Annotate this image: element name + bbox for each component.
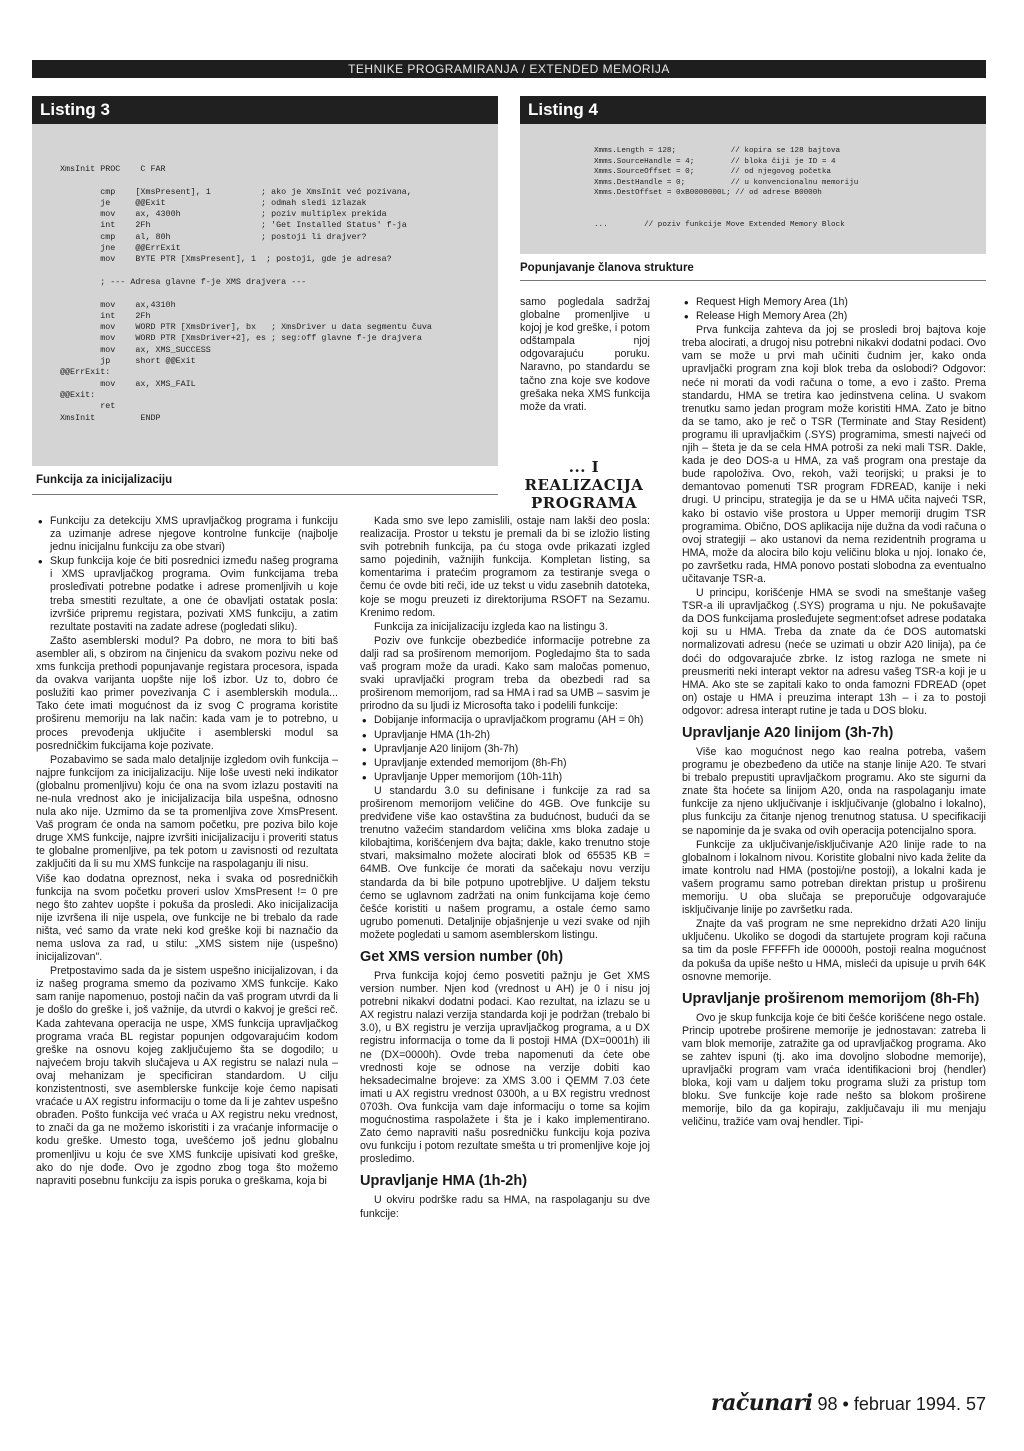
paragraph: Pretpostavimo sada da je sistem uspešno inicijalizovan, i da iz našeg programa smemo da pozivamo XMS funkcije. Kako sam ranije napomenuo, postoji način da vaš program utvrdi da li je došlo do greške i, još važnije, da utvrdi o kakvoj je grešci reč. Kada zahtevana operacija ne uspe, XMS funkcija upravljačkog programa vraća BL registar popunjen odgovarajućim kodom greške na osnovu kojeg zaključujemo šta se dogodilo; u najvećem broju takvih slučajeva u AX registru se nalazi nula – ovaj mehanizam je specificiran standardom. U cilju konzistentnosti, sve asemblerske funkcije koje ćemo napisati vraćaće u AX registru informaciju o tome da li je zahtev uspešno obrađen. Pošto funkcija već vraća u AX registru neku vrednost, to znači da ga ne možemo iskoristiti i za vraćanje informacije o kodu greške. Umesto toga, uvešćemo još jednu globalnu promenljivu u koju će sve XMS funkcije upisivati kod greške, ako do nje dođe. Ovo je zgodno zbog toga što možemo napraviti posebnu funkciju za ispis poruka o greškama, koja bi	[36, 965, 338, 1187]
list-item: • Upravljanje extended memorijom (8h-Fh)	[360, 757, 650, 770]
divider	[520, 280, 986, 281]
paragraph: Znajte da vaš program ne sme neprekidno držati A20 liniju uključenu. Ukoliko se dogodi da startujete program koji računa sa tim da posle FFFFFh ide 00000h, postoji realna mogućnost da pokuša da upiše nešto u HMA, misleći da upisuje u prvih 64K osnovne memorije.	[682, 918, 986, 983]
listing-4-box	[520, 124, 986, 254]
paragraph: Prva funkcija kojoj ćemo posvetiti pažnju je Get XMS version number. Njen kod (vrednost u AH) je 0 i nisu joj potrebni nikakvi dodatni podaci. Kao rezultat, na izlazu se u AX registru nalazi verzija standarda koji je podržan (trebalo bi 3.0), u BX registru je verzija upravljačkog programa, a u DX registru informacija o tome da li postoji HMA (DX=0001h) ili ne (DX=0000h). Ovde treba napomenuti da ćete obe vrednosti koje se odnose na verzije dobiti kao heksadecimalne brojeve: za XMS 3.00 i QEMM 7.03 ćete imati u AX registru vrednost 0300h, a u BX registru vrednost 0703h. Ova funkcija vam daje informaciju o tome sa kojim mogućnostima raspolažete i šta je i kako implementirano. Zato ćemo napraviti našu posredničku funkciju koja poziva ovu funkciju i potom rezultate smešta u tri promenljive koje joj prosledimo.	[360, 970, 650, 1166]
list-item: • Upravljanje HMA (1h-2h)	[360, 729, 650, 742]
section-heading: Upravljanje HMA (1h-2h)	[360, 1173, 528, 1190]
listing-4-caption: Popunjavanje članova strukture	[520, 262, 694, 274]
paragraph: Pozabavimo se sada malo detaljnije izgledom ovih funkcija – najpre funkcijom za inicijalizaciju. Nije loše uvesti neki indikator (globalnu promenljivu) koju će ona na svom izlazu postaviti na ne-nula vrednost ako je inicijalizacija bila uspešna, odnosno nula ako nije. Uzmimo da se ta promenljiva zove XmsPresent. Vaš program će onda na samom početku, pre poziva bilo koje druge XMS funkcije, najpre izvršiti inicijalizaciju i proveriti status te globalne promenljive, pa tek potom u zavisnosti od rezultata zaključiti da li su mu XMS funkcije na raspolaganju ili nisu.	[36, 753, 338, 871]
section-heading: Upravljanje proširenom memorijom (8h-Fh)	[682, 990, 980, 1007]
column-3	[682, 296, 986, 1131]
bullet-separator: •	[842, 1394, 849, 1414]
listing-3-title: Listing 3	[32, 96, 498, 124]
list-item: • Request High Memory Area (1h)	[682, 296, 986, 309]
bullet-list	[682, 296, 986, 323]
column-1	[36, 515, 338, 1189]
paragraph: Funkcija za inicijalizaciju izgleda kao na listingu 3.	[374, 620, 608, 633]
list-item: • Upravljanje Upper memorijom (10h-11h)	[360, 771, 650, 784]
paragraph: U okviru podrške radu sa HMA, na raspolaganju su dve funkcije:	[360, 1194, 650, 1220]
divider	[32, 494, 498, 495]
section-heading: Upravljanje A20 linijom (3h-7h)	[682, 725, 894, 741]
paragraph: U standardu 3.0 su definisane i funkcije za rad sa proširenom memorijom veličine do 4GB. Ove funkcije su predviđene više kao ostavština za budućnost, budući da se trenutno važećim standardom veličina xms bloka zadaje u kilobajtima, korišćenjem dva bajta; dakle, kako trenutno stoje stvari, maksimalno možete alocirati blok od 65535 KB = 64MB. Ove funkcije će morati da sačekaju novu verziju standarda da bi bile potpuno upotrebljive. U daljem tekstu ćemo se uglavnom zadržati na onim funkcijama koje ćemo češće koristiti u našem programu, a ostale ćemo samo ugrubo pomenuti. Detaljnije objašnjenje u vezi svake od njih možete pogledati u samom asemblerskom listingu.	[360, 784, 650, 941]
list-item: • Upravljanje A20 linijom (3h-7h)	[360, 743, 650, 756]
listing-3-caption: Funkcija za inicijalizaciju	[36, 474, 173, 486]
bullet-list	[360, 714, 650, 783]
page-footer	[711, 1390, 986, 1416]
paragraph: Ovo je skup funkcija koje će biti češće korišćene nego ostale. Princip upotrebe proširene memorije je jednostavan: zatreba li vam blok memorije, zatražite ga od upravljačkog programa. Ako se zahtev ispuni (tj. ako ima dovoljno slobodne memorije), upravljački program vam vraća identifikacioni broj (hendler) bloka, koji vam u daljem toku programa služi za pristup tom bloku. Sve funkcije koje rade nešto sa blokom proširene memorije, bilo da ga kopiraju, zaključavaju ili mu menjaju veličinu, tražiće vam ovaj hendler. Tipi-	[682, 1011, 986, 1129]
listing-4-title: Listing 4	[520, 96, 986, 124]
listing-3-code: XmsInit PROC C FAR cmp [XmsPresent], 1 ; ako je XmsInit već pozivana, je @@Exit ; odmah sledi izlazak mov ax, 4300h ; poziv multiplex prekida int 2Fh ; 'Get Installed Status' f-ja cmp al, 80h ; postoji li drajver? jne @@ErrExit mov BYTE PTR [XmsPresent], 1 ; postoji, gde je adresa? ; --- Adresa glavne f-je XMS drajvera --- mov ax,4310h int 2Fh mov WORD PTR [XmsDriver], bx ; XmsDriver u data segmentu čuva mov WORD PTR [XmsDriver+2], es ; seg:off glavne f-je drajvera mov ax, XMS_SUCCESS jp short @@Exit @@ErrExit: mov ax, XMS_FAIL @@Exit: ret XmsInit ENDP	[60, 164, 432, 423]
page-number: 57	[965, 1394, 986, 1414]
column-2-body	[360, 515, 650, 1222]
paragraph: Funkcije za uključivanje/isključivanje A20 linije rade to na globalnom i lokalnom nivou. Koristite globalni nivo kada želite da imate kontrolu nad HMA (postoji/ne postoji), a lokalni kada je vašem programu samo potreban direktan pristup u proširenu memoriju. U oba slučaja se preporučuje odgovarajuće isključivanje linije po završetku rada.	[682, 838, 986, 917]
paragraph: Zašto asemblerski modul? Pa dobro, ne mora to biti baš asembler ali, s obzirom na činjenicu da svakom pozivu neke od xms funkcija prethodi popunjavanje registara procesora, ispada da ovakva varijanta uopšte nije loš izbor. Uz to, dobro će poslužiti kao primer povezivanja C i asemblerskih modula... Tako ćete imati mogućnost da iz svog C programa koristite proširenu memoriju na lak način: kada vam je to potrebno, u proces prevođenja uključite i asemblerski modul sa posredničkim fukcijama koje pozivate.	[36, 634, 338, 752]
paragraph: Poziv ove funkcije obezbediće informacije potrebne za dalji rad sa proširenom memorijom. Pogledajmo šta to sada vaš program može da uradi. Kako sam maločas pomenuo, svaki upravljački program treba da obezbedi rad sa proširenom memorijom, rad sa HMA i rad sa UMB – sasvim je prirodno da su ljudi iz Microsofta tako i podelili funkcije:	[360, 634, 650, 713]
paragraph: Više kao dodatna opreznost, neka i svaka od posredničkih funkcija na svom početku proveri uslov XmsPresent != 0 pre nego što zahtev uopšte i pokuša da prosledi. Ako inicijalizacija nije izvršena ili nije uspela, ove funkcije ne bi trebalo da rade ništa, već samo da vrate neki kod greške koji bi naznačio da nema uslova za rad, u stilu: „XMS sistem nije (uspešno) inicijalizovan".	[36, 872, 338, 964]
list-item: • Release High Memory Area (2h)	[682, 310, 986, 323]
issue-number: 98	[817, 1394, 838, 1414]
column-2	[360, 296, 650, 415]
bullet-list	[36, 515, 338, 634]
magazine-logo: računari	[711, 1390, 813, 1416]
paragraph: Prva funkcija zahteva da joj se prosledi broj bajtova koje treba alocirati, a drugoj nisu potrebni nikakvi dodatni podaci. Ovo vam se može u prvi mah učiniti čudnim jer, kako onda upravljački program zna koji blok treba da oslobodi? Odgovor: neće ni morati da vodi računa o tome, a evo i zašto. Prema standardu, HMA se tretira kao jedinstvena celina. U svakom trenutku samo jedan program može koristiti HMA. Zato je bitno da se tamo, ako je reč o TSR (Terminate and Stay Resident) programu ili upravljačkim (.SYS) programima, smesti najveći od njih – šteta je da se cela HMA potroši za neki mali TSR. Dakle, kada je deo DOS-a u HMA, za vaš program ona prestaje da bude rapoloživa. Ovo, rekoh, važi teorijski; u praksi je to demantovao pomenuti TSR program FDREAD, kanije i neki drugi. U principu, strategija je da se u HMA učita najveći TSR, kako bi ostavio više prostora u Upper memoriji drugim TSR programima. Obično, DOS aplikacija nije dužna da vodi računa o ovoj strategiji – ako ustanovi da nema rezidentnih programa u HMA, može da alocira bilo koju veličinu bloka u njoj. Ionako će, po završetku rada, HMA ponovo postati slobodna za eventualno učitavanje TSR-a.	[682, 324, 986, 585]
paragraph: Više kao mogućnost nego kao realna potreba, vašem programu je obezbeđeno da utiče na stanje linije A20. Te stvari bi trebalo prepustiti upravljačkom programu. Ako ste sigurni da znate šta hoćete sa linijom A20, onda na raspolaganju imate funkcije za njeno uključivanje i isključivanje (globalno i lokalno), plus funkciju za čitanje njenog trenutnog statusa. U specifikaciji se napominje da je svaka od ovih operacija potencijalno spora.	[682, 746, 986, 837]
paragraph: U principu, korišćenje HMA se svodi na smeštanje vašeg TSR-a ili upravljačkog (.SYS) programa u nju. Ne pokušavajte da DOS funkcijama prosleđujete segment:ofset adrese podataka koji su u HMA. Treba da znate da će DOS automatski normalizovati adresu (neće se uzimati u obzir A20 linija), pa će doći do odgovarajuće zbrke. Iz istog razloga ne smete ni preusmeriti neki interapt vektor na adresu vašeg TSR-a koji je u HMA. Ako ste se zapitali kako to onda famozni FDREAD (opet on) ostaje u HMA i preuzima interapt 13h – i za to postoji odgovor: adresa interapt rutine je tada u DOS bloku.	[682, 587, 986, 717]
paragraph: Kada smo sve lepo zamislili, ostaje nam lakši deo posla: realizacija. Prostor u tekstu je premali da bi se izložio listing svih potrebnih funkcija, pa ću stoga ovde prikazati izgled samo pojedinih, važnijih funkcija. Kompletan listing, sa komentarima i pratećim programom za testiranje svega o čemu će ovde biti reči, ide uz tekst u vidu zasebnih datoteka, koje se mogu preuzeti iz direktorijuma RSOFT na Sezamu. Krenimo redom.	[360, 515, 650, 619]
paragraph: samo pogledala sadržaj globalne promenljive u kojoj je kod greške, i potom odštampala njoj odgovarajuću poruku. Naravno, po standardu se tačno zna koje sve kodove grešaka neka XMS funkcija može da vrati.	[520, 296, 650, 413]
list-item: • Dobijanje informacija o upravljačkom programu (AH = 0h)	[360, 714, 650, 727]
section-header-band: TEHNIKE PROGRAMIRANJA / EXTENDED MEMORIJA	[32, 60, 986, 78]
list-item: • Skup funkcija koje će biti posrednici između našeg programa i XMS upravljačkog programa. Ovim funkcijama treba prosleđivati potrebne podatke i adrese promenljivih u koje treba smestiti rezultate, a one će obavljati ostatak posla: izvršiće pripremu registara, pozivati XMS funkciju, a zatim rezultate postaviti na zadate adrese (pogledati sliku).	[36, 555, 338, 634]
section-heading: Get XMS version number (0h)	[360, 949, 564, 965]
listing-4-code: Xmms.Length = 128; // kopira se 128 bajtova Xmms.SourceHandle = 4; // bloka čiji je ID = 4 Xmms.SourceOffset = 0; // od njegovog početka Xmms.DestHandle = 0; // u konvencionalnu memoriju Xmms.DestOffset = 0xB0000000L; // od adrese B0000h ... // poziv funkcije Move Extended Memory Block	[594, 147, 859, 230]
section-headline: ... I REALIZACIJA PROGRAMA	[524, 458, 644, 512]
list-item: • Funkciju za detekciju XMS upravljačkog programa i funkciju za uzimanje adrese njegove kontrolne funkcije (najbolje jednu inicijalnu funkciju za obe stvari)	[36, 515, 338, 554]
issue-date: februar 1994.	[853, 1394, 961, 1414]
